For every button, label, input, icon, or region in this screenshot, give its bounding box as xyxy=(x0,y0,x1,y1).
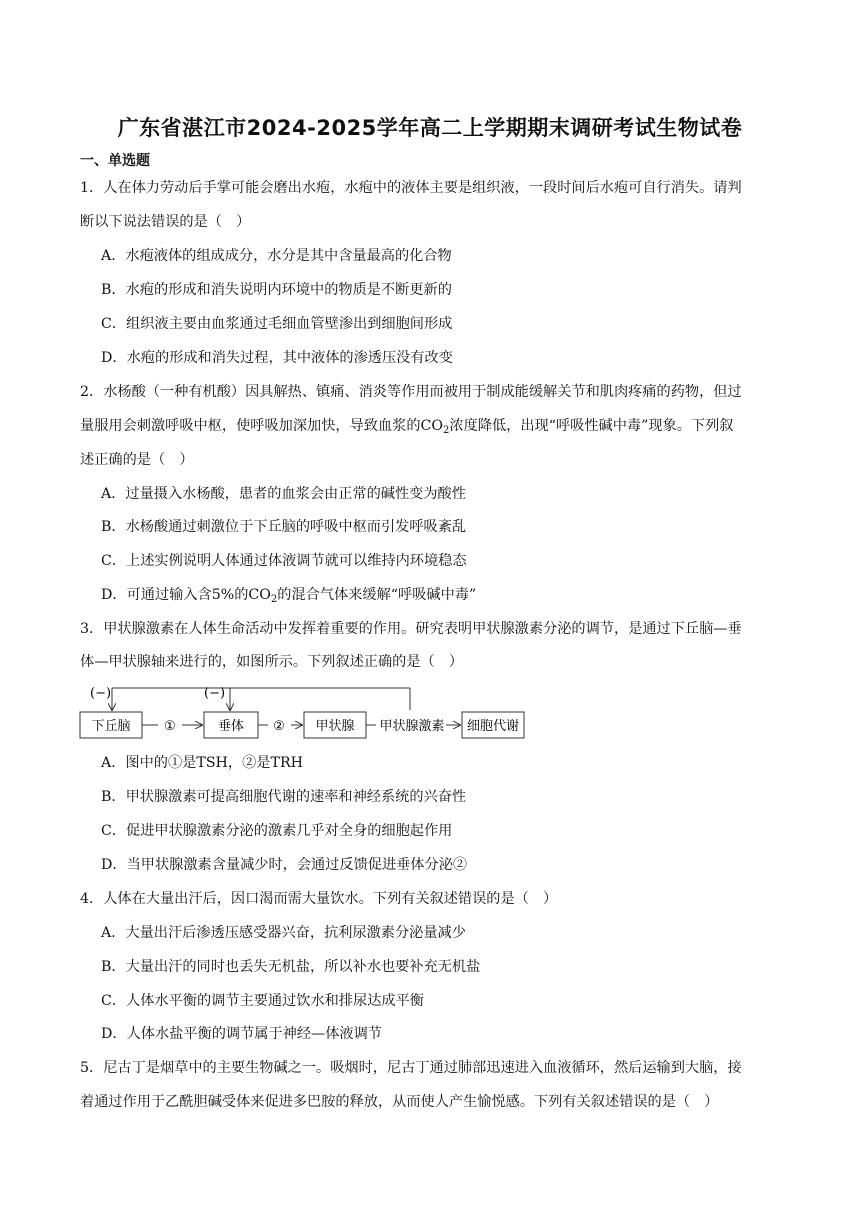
q2-stem-line2: 量服用会刺激呼吸中枢，使呼吸加深加快，导致血浆的$CO_2$浓度降低，出现“呼吸性碱中毒”现象。下列叙 xyxy=(80,418,734,436)
label-circle-1: ① xyxy=(164,719,176,734)
box-thyroid-label: 甲状腺 xyxy=(315,719,355,734)
q3-option-a: A．图中的①是TSH，②是TRH xyxy=(101,755,304,771)
q3-stem-line1: 3．甲状腺激素在人体生命活动中发挥着重要的作用。研究表明甲状腺激素分泌的调节，是通过下丘脑—垂 xyxy=(80,621,742,637)
q3-option-c: C．促进甲状腺激素分泌的激素几乎对全身的细胞起作用 xyxy=(101,823,453,839)
q1-stem-line1: 1．人在体力劳动后手掌可能会磨出水疱，水疱中的液体主要是组织液，一段时间后水疱可自行消失。请判 xyxy=(80,180,742,196)
box-hypothalamus-label: 下丘脑 xyxy=(91,719,131,734)
q5-stem-line2: 着通过作用于乙酰胆碱受体来促进多巴胺的释放，从而使人产生愉悦感。下列有关叙述错误的是（ ） xyxy=(80,1094,719,1110)
q4-stem-line1: 4．人体在大量出汗后，因口渴而需大量饮水。下列有关叙述错误的是（ ） xyxy=(80,891,558,907)
q5-stem-line1: 5．尼古丁是烟草中的主要生物碱之一。吸烟时，尼古丁通过肺部迅速进入血液循环，然后运输到大脑，接 xyxy=(80,1060,742,1076)
q4-option-c: C．人体水平衡的调节主要通过饮水和排尿达成平衡 xyxy=(101,993,424,1009)
q2-option-b: B．水杨酸通过刺激位于下丘脑的呼吸中枢而引发呼吸紊乱 xyxy=(101,519,467,535)
q1-option-c: C．组织液主要由血浆通过毛细血管壁渗出到细胞间形成 xyxy=(101,316,453,332)
q1-stem-line2: 断以下说法错误的是（ ） xyxy=(80,214,251,230)
q1-option-a: A．水疱液体的组成成分，水分是其中含量最高的化合物 xyxy=(101,248,452,264)
q1-option-b: B．水疱的形成和消失说明内环境中的物质是不断更新的 xyxy=(101,282,452,298)
q2-stem-line3: 述正确的是（ ） xyxy=(80,452,194,468)
q3-option-b: B．甲状腺激素可提高细胞代谢的速率和神经系统的兴奋性 xyxy=(101,789,467,805)
q2-option-c: C．上述实例说明人体通过体液调节就可以维持内环境稳态 xyxy=(101,553,467,569)
label-thyroid-hormone: 甲状腺激素 xyxy=(379,719,445,734)
q2-option-d: D．可通过输入含5%的$CO_2$的混合气体来缓解“呼吸碱中毒” xyxy=(101,587,477,605)
page-title: 广东省湛江市2024-2025学年高二上学期期末调研考试生物试卷 xyxy=(117,116,743,140)
label-circle-2: ② xyxy=(273,719,285,734)
q4-option-d: D．人体水盐平衡的调节属于神经—体液调节 xyxy=(101,1026,382,1042)
thyroid-axis-diagram xyxy=(78,682,528,744)
q2-option-a: A．过量摄入水杨酸，患者的血浆会由正常的碱性变为酸性 xyxy=(101,486,466,502)
q4-option-a: A．大量出汗后渗透压感受器兴奋，抗利尿激素分泌量减少 xyxy=(101,925,466,941)
q1-option-d: D．水疱的形成和消失过程，其中液体的渗透压没有改变 xyxy=(101,350,453,366)
box-cell-metabolism-label: 细胞代谢 xyxy=(466,719,520,734)
q3-stem-line2: 体—甲状腺轴来进行的，如图所示。下列叙述正确的是（ ） xyxy=(80,654,464,670)
section-heading: 一、单选题 xyxy=(80,153,150,169)
q3-option-d: D．当甲状腺激素含量减少时，会通过反馈促进垂体分泌② xyxy=(101,857,468,873)
q4-option-b: B．大量出汗的同时也丢失无机盐，所以补水也要补充无机盐 xyxy=(101,959,481,975)
q2-stem-line1: 2．水杨酸（一种有机酸）因具解热、镇痛、消炎等作用而被用于制成能缓解关节和肌肉疼痛的药物，但过 xyxy=(80,384,742,400)
negative-feedback-label-2: (−) xyxy=(204,686,226,701)
box-pituitary-label: 垂体 xyxy=(217,719,245,734)
negative-feedback-label-1: (−) xyxy=(90,686,112,701)
